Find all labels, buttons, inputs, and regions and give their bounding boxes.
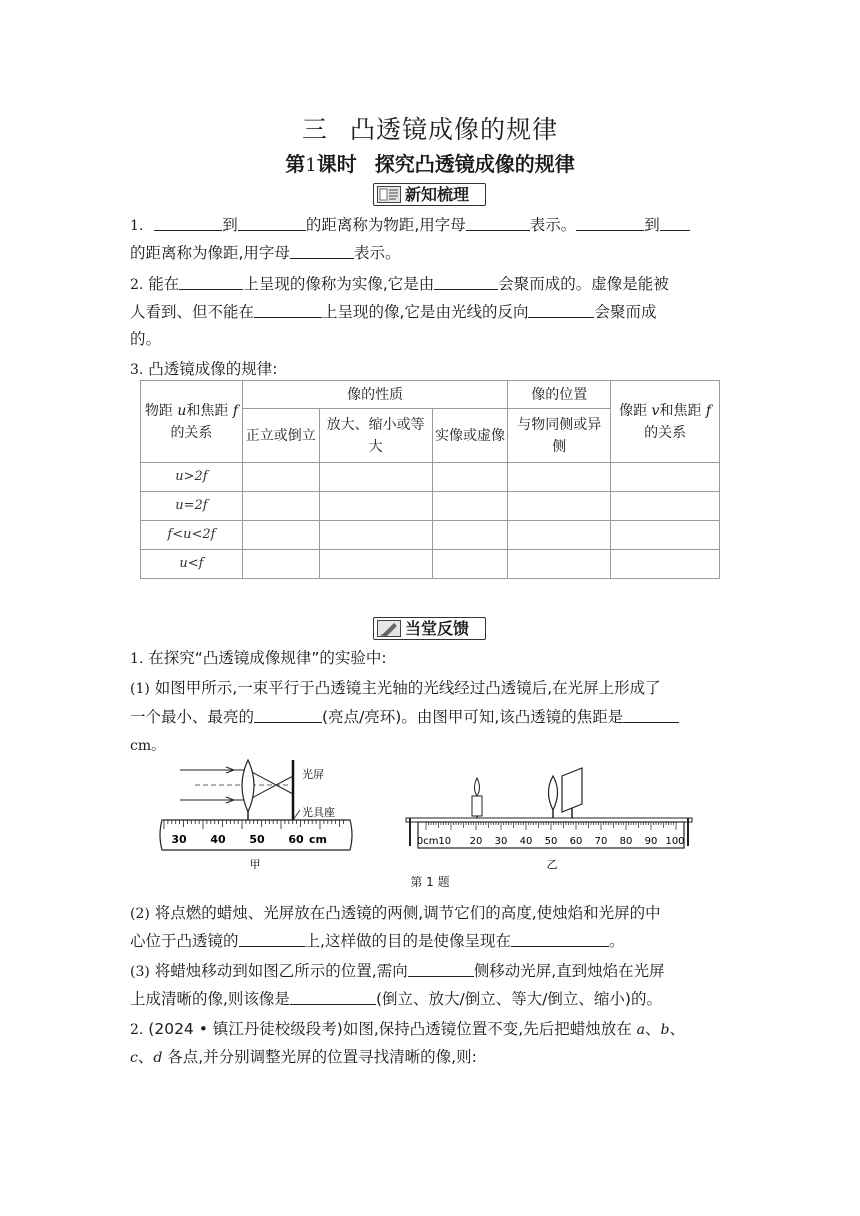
feedback-p1-line2 bbox=[130, 704, 730, 730]
text: 表示。 bbox=[353, 244, 401, 262]
row-label: u>2f bbox=[141, 463, 243, 492]
point-c: c bbox=[130, 1050, 138, 1066]
caption-jia: 甲 bbox=[249, 858, 261, 871]
text: 一个最小、最亮的 bbox=[130, 708, 255, 726]
text: 将点燃的蜡烛、光屏放在凸透镜的两侧,调节它们的高度,使烛焰和光屏的中 bbox=[154, 904, 661, 922]
feedback-p1-line3 bbox=[130, 732, 730, 759]
row-label: f<u<2f bbox=[141, 521, 243, 550]
part-number: (2) bbox=[130, 906, 150, 922]
answer-blank[interactable] bbox=[179, 273, 243, 290]
caption-yi: 乙 bbox=[546, 858, 558, 871]
tick-label: 60 bbox=[288, 833, 304, 846]
point-a: a bbox=[636, 1022, 645, 1038]
convex-lens-icon bbox=[242, 760, 254, 812]
text: 的。 bbox=[130, 330, 162, 348]
knowledge-q1-line2 bbox=[130, 240, 730, 266]
unit: cm。 bbox=[130, 738, 166, 754]
table-cell[interactable] bbox=[611, 492, 720, 521]
tick-label: 60 bbox=[569, 836, 583, 847]
feedback-p2-line1 bbox=[130, 900, 730, 927]
text: 的距离称为像距,用字母 bbox=[130, 244, 290, 262]
table-cell[interactable] bbox=[319, 550, 432, 579]
text: 上,这样做的目的是使像呈现在 bbox=[304, 932, 511, 950]
header-image-position: 像的位置 bbox=[508, 381, 611, 409]
lesson-title-text: 探究凸透镜成像的规律 bbox=[374, 152, 575, 176]
feedback-badge bbox=[373, 617, 486, 640]
tick-label: 30 bbox=[171, 833, 187, 846]
table-cell[interactable] bbox=[432, 492, 508, 521]
separator: 、 bbox=[137, 1048, 154, 1066]
text: 到 bbox=[222, 216, 238, 234]
pen-icon bbox=[377, 620, 401, 637]
table-cell[interactable] bbox=[508, 550, 611, 579]
section-title-text: 凸透镜成像的规律 bbox=[350, 115, 559, 144]
answer-blank[interactable] bbox=[660, 214, 690, 231]
header-image-distance: 像距 v和焦距 f 的关系 bbox=[611, 381, 720, 463]
table-cell[interactable] bbox=[508, 521, 611, 550]
feedback-p1-line1 bbox=[130, 675, 730, 702]
answer-blank[interactable] bbox=[254, 706, 322, 723]
table-cell[interactable] bbox=[319, 492, 432, 521]
lesson-unit: 课时 bbox=[316, 152, 357, 176]
label-bench: 光具座 bbox=[302, 806, 335, 819]
separator: 、 bbox=[644, 1020, 661, 1038]
point-d: d bbox=[153, 1050, 163, 1066]
tick-label: 20 bbox=[469, 836, 483, 847]
table-cell[interactable] bbox=[242, 463, 319, 492]
row-label: u=2f bbox=[141, 492, 243, 521]
q-number: 2. bbox=[130, 277, 144, 293]
text: 上呈现的像,它是由光线的反向 bbox=[322, 303, 529, 321]
text: 各点,并分别调整光屏的位置寻找清晰的像,则: bbox=[162, 1048, 477, 1066]
knowledge-q3 bbox=[130, 356, 730, 383]
table-cell[interactable] bbox=[432, 550, 508, 579]
book-icon bbox=[377, 186, 401, 203]
text: 上呈现的像称为实像,它是由 bbox=[243, 275, 435, 293]
text: 表示。 bbox=[529, 216, 577, 234]
table-cell[interactable] bbox=[508, 492, 611, 521]
imaging-rules-table bbox=[140, 380, 720, 579]
part-number: (1) bbox=[130, 681, 150, 697]
table-cell[interactable] bbox=[242, 492, 319, 521]
table-cell[interactable] bbox=[508, 463, 611, 492]
answer-blank[interactable] bbox=[576, 214, 644, 231]
text: (亮点/亮环)。由图甲可知,该凸透镜的焦距是 bbox=[322, 708, 624, 726]
text: (倒立、放大/倒立、等大/倒立、缩小)的。 bbox=[375, 990, 662, 1008]
answer-blank[interactable] bbox=[623, 706, 679, 723]
text: 人看到、但不能在 bbox=[130, 303, 255, 321]
section-title bbox=[0, 110, 860, 146]
figure-caption: 第 1 题 bbox=[410, 875, 450, 889]
q-number: 1. bbox=[130, 651, 144, 667]
tick-label: 30 bbox=[494, 836, 508, 847]
answer-blank[interactable] bbox=[239, 930, 305, 947]
q-number: 2. bbox=[130, 1022, 144, 1038]
tick-label: 0cm10 bbox=[416, 836, 452, 847]
tick-label: 90 bbox=[644, 836, 658, 847]
part-number: (3) bbox=[130, 964, 150, 980]
answer-blank[interactable] bbox=[466, 214, 530, 231]
text: 凸透镜成像的规律: bbox=[148, 360, 278, 378]
table-cell[interactable] bbox=[319, 463, 432, 492]
knowledge-q2-line1 bbox=[130, 271, 730, 298]
header-real-virtual: 实像或虚像 bbox=[432, 409, 508, 463]
row-label: u<f bbox=[141, 550, 243, 579]
text: 上成清晰的像,则该像是 bbox=[130, 990, 290, 1008]
lesson-title bbox=[0, 148, 860, 177]
header-orientation: 正立或倒立 bbox=[242, 409, 319, 463]
answer-blank[interactable] bbox=[290, 988, 376, 1005]
tick-unit: cm bbox=[309, 833, 327, 846]
point-b: b bbox=[660, 1022, 670, 1038]
tick-label: 70 bbox=[594, 836, 608, 847]
knowledge-badge-label: 新知梳理 bbox=[405, 185, 470, 204]
q-number: 1. bbox=[130, 218, 144, 234]
text: 到 bbox=[644, 216, 660, 234]
tick-label: 40 bbox=[210, 833, 226, 846]
header-object-distance: 物距 u和焦距 f 的关系 bbox=[141, 381, 243, 463]
feedback-q2-line2 bbox=[130, 1044, 730, 1071]
figure-optical-bench bbox=[150, 756, 720, 891]
feedback-p3-line1 bbox=[130, 958, 730, 985]
feedback-q2-line1 bbox=[130, 1016, 730, 1043]
header-side: 与物同侧或异侧 bbox=[508, 409, 611, 463]
tick-label: 50 bbox=[249, 833, 265, 846]
header-size: 放大、缩小或等大 bbox=[319, 409, 432, 463]
text: 如图甲所示,一束平行于凸透镜主光轴的光线经过凸透镜后,在光屏上形成了 bbox=[154, 679, 661, 697]
lesson-number: 1 bbox=[305, 155, 317, 176]
answer-blank[interactable] bbox=[511, 930, 609, 947]
feedback-p2-line2 bbox=[130, 928, 730, 954]
table-cell[interactable] bbox=[432, 463, 508, 492]
table-cell[interactable] bbox=[432, 521, 508, 550]
text: 会聚而成的。虚像是能被 bbox=[498, 275, 669, 293]
tick-label: 100 bbox=[665, 836, 685, 847]
text: 在探究“凸透镜成像规律”的实验中: bbox=[148, 649, 387, 667]
convex-lens-icon bbox=[549, 776, 558, 810]
feedback-badge-label: 当堂反馈 bbox=[405, 619, 470, 638]
text: 将蜡烛移动到如图乙所示的位置,需向 bbox=[154, 962, 408, 980]
text: 会聚而成 bbox=[594, 303, 657, 321]
table-cell[interactable] bbox=[319, 521, 432, 550]
candle-icon bbox=[472, 778, 482, 820]
answer-blank[interactable] bbox=[254, 301, 322, 318]
knowledge-q1-line1 bbox=[130, 212, 730, 239]
answer-blank[interactable] bbox=[154, 214, 222, 231]
separator: 、 bbox=[669, 1020, 685, 1038]
answer-blank[interactable] bbox=[408, 960, 474, 977]
knowledge-q2-line2 bbox=[130, 299, 730, 325]
text: 侧移动光屏,直到烛焰在光屏 bbox=[473, 962, 665, 980]
q-number: 3. bbox=[130, 362, 144, 378]
answer-blank[interactable] bbox=[290, 242, 354, 259]
tick-label: 80 bbox=[619, 836, 633, 847]
knowledge-badge bbox=[373, 183, 486, 206]
section-number: 三 bbox=[301, 115, 328, 144]
tick-label: 40 bbox=[519, 836, 533, 847]
table-cell[interactable] bbox=[611, 550, 720, 579]
table-cell[interactable] bbox=[611, 521, 720, 550]
table-cell[interactable] bbox=[611, 463, 720, 492]
answer-blank[interactable] bbox=[434, 273, 498, 290]
lesson-prefix: 第 bbox=[285, 152, 306, 176]
text: (2024 • 镇江丹徒校级段考)如图,保持凸透镜位置不变,先后把蜡烛放在 bbox=[148, 1020, 637, 1038]
label-screen: 光屏 bbox=[302, 768, 324, 781]
table-cell[interactable] bbox=[242, 550, 319, 579]
tick-label: 50 bbox=[544, 836, 558, 847]
text: 。 bbox=[608, 932, 625, 950]
text: 的距离称为物距,用字母 bbox=[305, 216, 466, 234]
light-screen-icon bbox=[562, 768, 582, 812]
answer-blank[interactable] bbox=[238, 214, 306, 231]
answer-blank[interactable] bbox=[528, 301, 594, 318]
text: 能在 bbox=[148, 275, 180, 293]
feedback-q1 bbox=[130, 645, 730, 672]
text: 心位于凸透镜的 bbox=[130, 932, 239, 950]
feedback-p3-line2 bbox=[130, 986, 730, 1012]
table-cell[interactable] bbox=[242, 521, 319, 550]
knowledge-q2-line3 bbox=[130, 326, 730, 352]
header-image-nature: 像的性质 bbox=[242, 381, 508, 409]
